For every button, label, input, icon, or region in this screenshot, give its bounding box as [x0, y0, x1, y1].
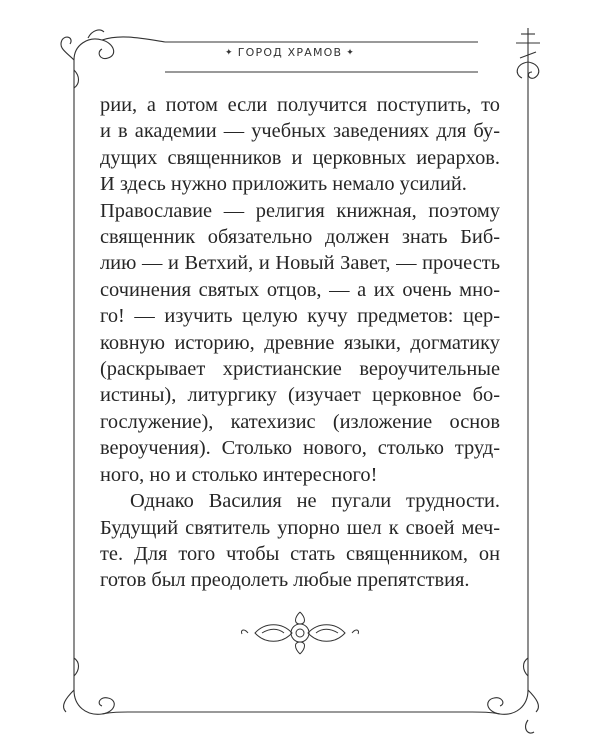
vignette-ornament [241, 612, 358, 654]
text-line: Однако Василия не пугали трудности. [130, 490, 500, 513]
text-line: лию — и Ветхий, и Новый Завет, — прочесть [100, 252, 500, 275]
text-line: и в академии — учебных заведениях для бу- [100, 120, 500, 143]
text-line: ковную историю, древние языки, догматику [100, 331, 500, 354]
header-ornament-left: ✦ [224, 48, 234, 58]
text-line: гослужение), катехизис (изложение основ [100, 410, 500, 433]
header-title: ГОРОД ХРАМОВ [237, 46, 343, 59]
text-line: ного, но и столько интересного! [100, 463, 378, 486]
text-line: сочинения святых отцов, — а их очень мно- [100, 278, 500, 301]
text-line: рии, а потом если получится поступить, то [100, 94, 500, 116]
corner-ornament-top-left [61, 30, 165, 88]
cross-ornament [516, 28, 540, 95]
text-line: истины), литургику (изучает церковное бо- [100, 384, 500, 407]
text-line: (раскрывает христианские вероучительные [100, 358, 500, 381]
paragraph-1 [100, 92, 500, 488]
header-ornament-right: ✦ [346, 48, 356, 58]
text-line: И здесь нужно приложить немало усилий. [100, 173, 467, 196]
text-line: готов был преодолеть любые препятствия. [100, 569, 470, 592]
body-text [100, 92, 500, 594]
paragraph-2 [100, 488, 500, 594]
running-header [205, 46, 375, 59]
text-line: го! — изучить целую кучу предметов: цер- [100, 305, 500, 328]
text-line: те. Для того чтобы стать священником, он [100, 542, 500, 565]
text-line: Будущий святитель упорно шел к своей меч- [100, 516, 500, 539]
text-line: Православие — религия книжная, поэтому [100, 199, 500, 222]
text-line: священник обязательно должен знать Биб- [100, 226, 500, 249]
text-line: вероучения). Столько нового, столько труд- [100, 437, 500, 460]
text-line: дущих священников и церковных иерархов. [100, 146, 500, 169]
